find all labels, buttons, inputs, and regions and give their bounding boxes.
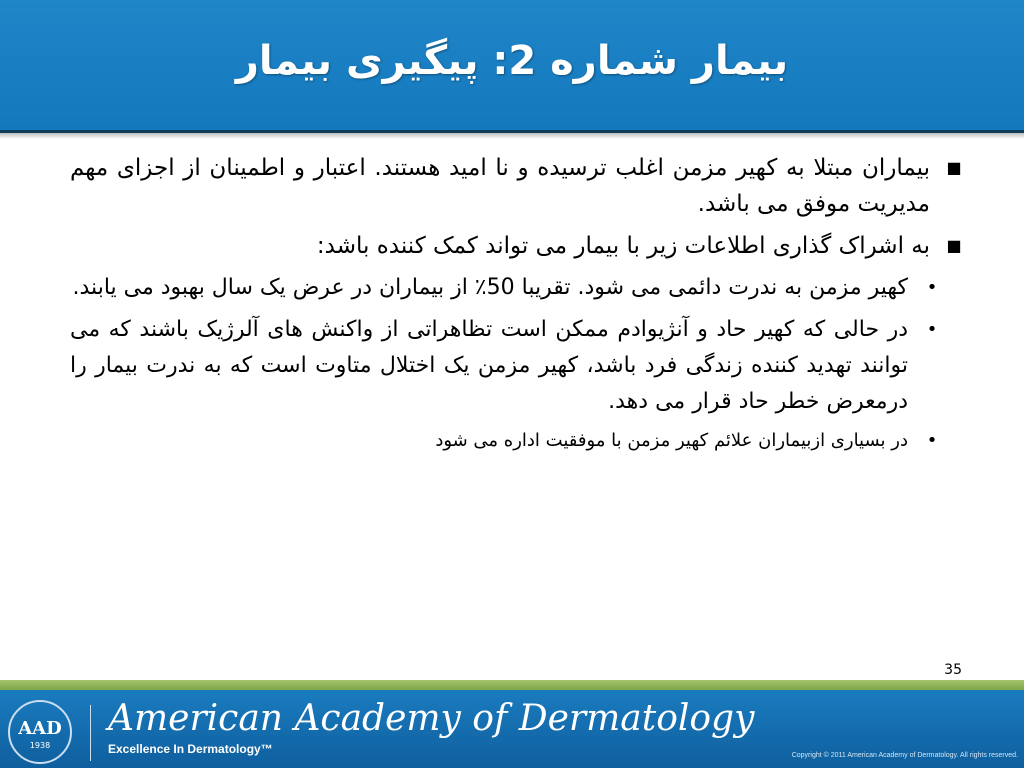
bullet-text: در حالی که کهیر حاد و آنژیوادم ممکن است تظاهراتی از واکنش های آلرژیک باشند که می توانند تهدید کننده زندگی فرد باشد، کهیر مزمن یک اختلال متاوت است که به ندرت بیمار را درمعرض خطر حاد قرار می دهد. [70,317,908,414]
aad-seal-logo [8,700,72,764]
square-bullet-icon: ■ [946,236,962,255]
page-number: 35 [944,662,962,678]
footer-accent-stripe [0,680,1024,690]
dot-bullet-icon: • [926,430,938,451]
slide-title: بیمار شماره 2: پیگیری بیمار [235,38,789,84]
bullet-text: بیماران مبتلا به کهیر مزمن اغلب ترسیده و نا امید هستند. اعتبار و اطمینان از اجزای مهم مدیریت موفق می باشد. [70,155,930,217]
sub-bullet-item [70,312,964,420]
copyright-notice: Copyright © 2011 American Academy of Dermatology. All rights reserved. [791,752,1018,759]
logo-year: 1938 [29,741,51,750]
organization-name: American Academy of Dermatology [108,698,755,739]
bullet-item [70,228,964,264]
footer-divider [90,705,91,761]
sub-bullet-item [70,270,964,306]
dot-bullet-icon: • [926,277,938,298]
slide-header [0,0,1024,133]
slide-content [70,150,964,462]
bullet-text: کهیر مزمن به ندرت دائمی می شود. تقریبا 50٪ از بیماران در عرض یک سال بهبود می یابند. [72,275,908,300]
bullet-text: در بسیاری ازبیماران علائم کهیر مزمن با موفقیت اداره می شود [435,430,908,451]
sub-bullet-item [70,426,964,456]
header-shadow [0,133,1024,139]
bullet-text: به اشراک گذاری اطلاعات زیر با بیمار می تواند کمک کننده باشد: [316,233,930,259]
square-bullet-icon: ■ [946,158,962,177]
logo-letters: AAD [18,718,62,739]
dot-bullet-icon: • [926,319,938,340]
organization-tagline: Excellence In Dermatology™ [108,742,273,756]
bullet-item [70,150,964,222]
